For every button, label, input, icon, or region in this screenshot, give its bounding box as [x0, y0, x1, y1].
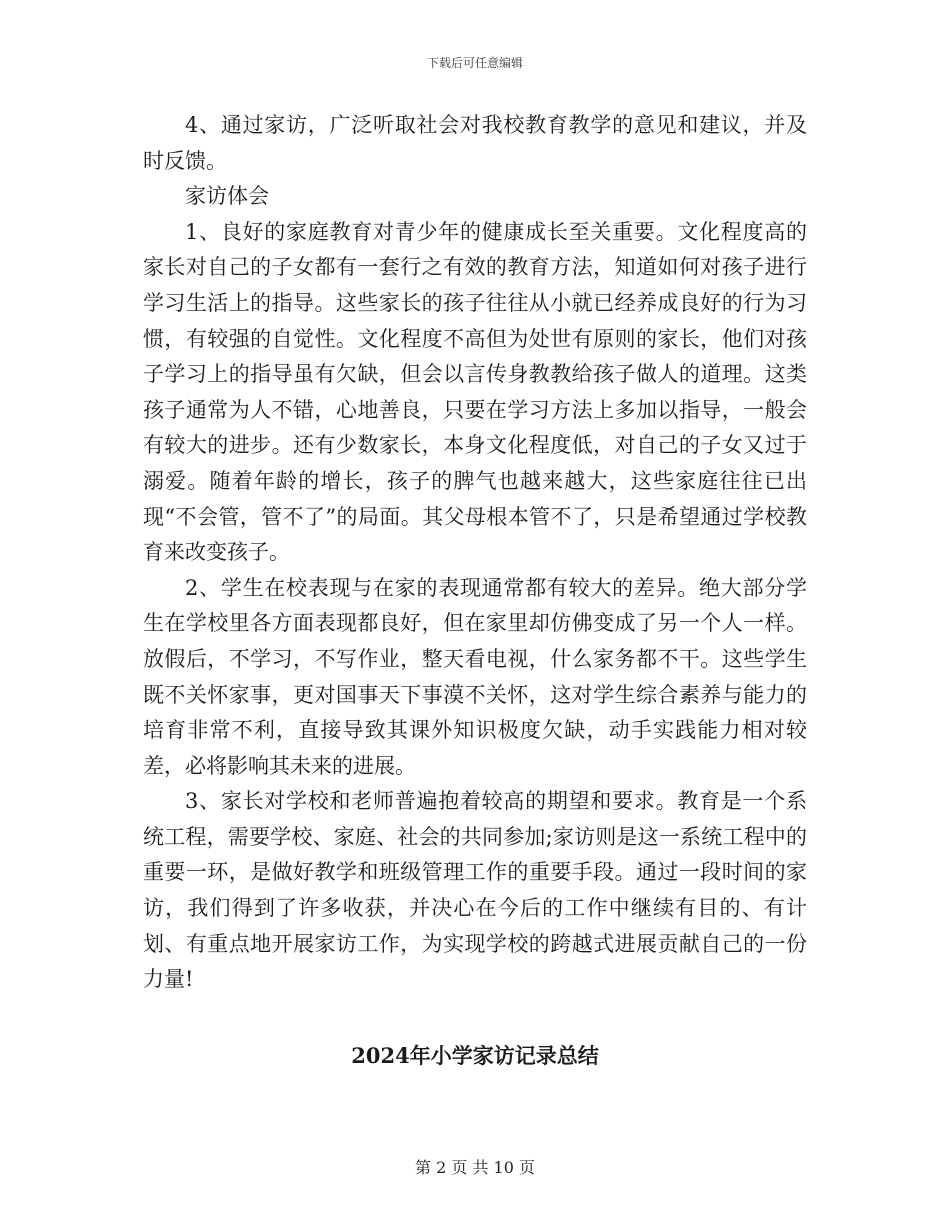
- page-header-note: 下载后可任意编辑: [426, 56, 523, 70]
- paragraph-reflection-2: 2、学生在校表现与在家的表现通常都有较大的差异。绝大部分学生在学校里各方面表现都良好，但在家里却仿佛变成了另一个人一样。放假后，不学习，不写作业，整天看电视，什么家务都不干。这些学生既不关怀家事，更对国事天下事漠不关怀，这对学生综合素养与能力的培育非常不利，直接导致其课外知识极度欠缺，动手实践能力相对较差，必将影响其未来的进展。: [143, 575, 807, 778]
- page-number: 第 2 页 共 10 页: [415, 1158, 535, 1177]
- document-title: 2024年小学家访记录总结: [351, 1043, 599, 1068]
- document-body: [143, 108, 807, 998]
- section-heading-home-visit-reflections: 家访体会: [185, 184, 269, 209]
- paragraph-reflection-3: 3、家长对学校和老师普遍抱着较高的期望和要求。教育是一个系统工程，需要学校、家庭、社会的共同参加;家访则是这一系统工程中的重要一环，是做好教学和班级管理工作的重要手段。通过一段时间的家访，我们得到了许多收获，并决心在今后的工作中继续有目的、有计划、有重点地开展家访工作，为实现学校的跨越式进展贡献自己的一份力量!: [143, 789, 807, 992]
- paragraph-item-4: 4、通过家访，广泛听取社会对我校教育教学的意见和建议，并及时反馈。: [143, 113, 807, 173]
- paragraph-reflection-1: 1、良好的家庭教育对青少年的健康成长至关重要。文化程度高的家长对自己的子女都有一套行之有效的教育方法，知道如何对孩子进行学习生活上的指导。这些家长的孩子往往从小就已经养成良好的行为习惯，有较强的自觉性。文化程度不高但为处世有原则的家长，他们对孩子学习上的指导虽有欠缺，但会以言传身教教给孩子做人的道理。这类孩子通常为人不错，心地善良，只要在学习方法上多加以指导，一般会有较大的进步。还有少数家长，本身文化程度低，对自己的子女又过于溺爱。随着年龄的增长，孩子的脾气也越来越大，这些家庭往往已出现“不会管，管不了”的局面。其父母根本管不了，只是希望通过学校教育来改变孩子。: [143, 219, 807, 565]
